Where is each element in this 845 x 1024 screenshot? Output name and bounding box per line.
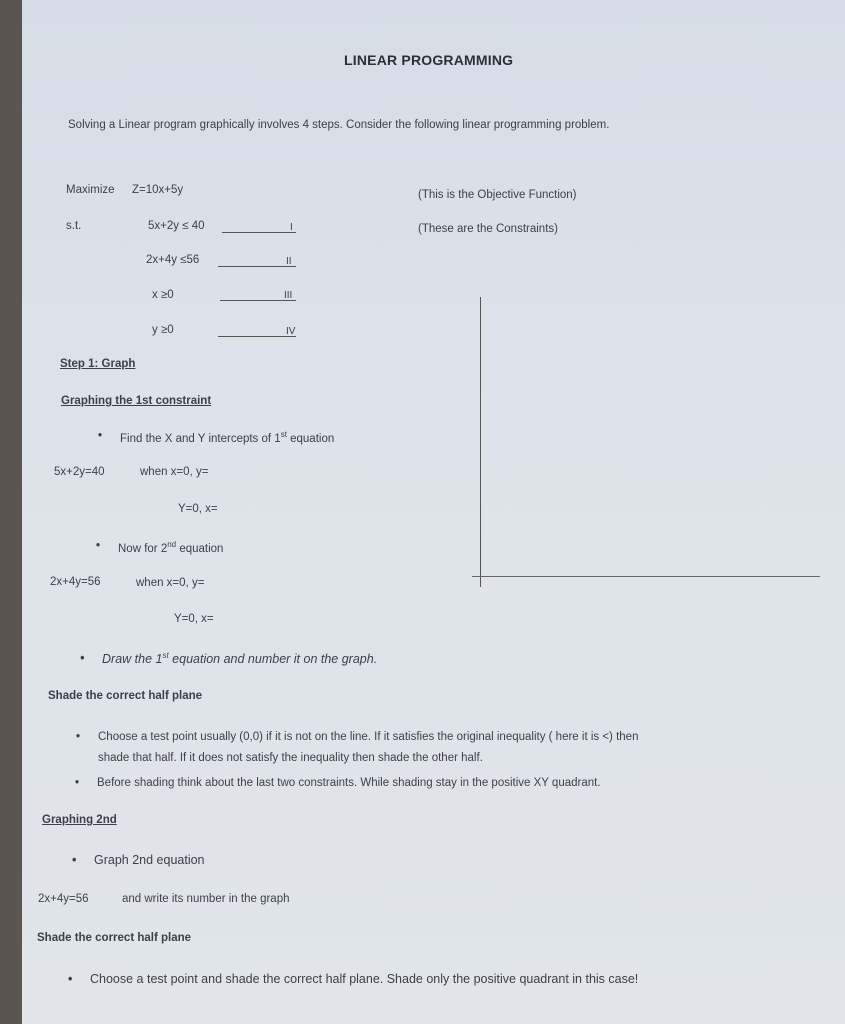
graph-x-axis bbox=[472, 576, 820, 577]
equation-2-y0: Y=0, x= bbox=[174, 613, 214, 625]
bullet-test-point: • Choose a test point usually (0,0) if it is not on the line. If it satisfies the original inequality ( here it is <) then bbox=[98, 731, 638, 743]
graph-y-axis bbox=[480, 297, 481, 587]
equation-2b-note: and write its number in the graph bbox=[122, 893, 290, 905]
shade1-heading: Shade the correct half plane bbox=[48, 690, 203, 702]
intro-text: Solving a Linear program graphically involves 4 steps. Consider the following linear programming problem. bbox=[68, 119, 610, 131]
constraint-expr: 2x+4y ≤56 bbox=[146, 254, 200, 266]
step1-heading: Step 1: Graph bbox=[60, 358, 136, 370]
page-title: LINEAR PROGRAMMING bbox=[344, 52, 514, 68]
bullet-draw: • Draw the 1st equation and number it on the graph. bbox=[102, 651, 377, 666]
maximize-label: Maximize bbox=[66, 184, 115, 196]
equation-2b: 2x+4y=56 bbox=[38, 893, 89, 905]
constraint-underline bbox=[222, 232, 296, 233]
constraint-expr: x ≥0 bbox=[152, 289, 174, 301]
equation-1-x0: when x=0, y= bbox=[140, 466, 209, 478]
equation-1: 5x+2y=40 bbox=[54, 466, 105, 478]
bullet-before-shading: • Before shading think about the last two constraints. While shading stay in the positive XY quadrant. bbox=[97, 777, 601, 789]
constraint-expr: y ≥0 bbox=[152, 324, 174, 336]
bullet-final: • Choose a test point and shade the correct half plane. Shade only the positive quadrant in this case! bbox=[90, 972, 638, 986]
st-label: s.t. bbox=[66, 220, 82, 232]
constraint-number: IV bbox=[286, 326, 296, 337]
bullet-test-point-cont: shade that half. If it does not satisfy the inequality then shade the other half. bbox=[98, 752, 483, 764]
bullet-intercepts: • Find the X and Y intercepts of 1st equation bbox=[120, 430, 334, 445]
constraint-number: I bbox=[290, 222, 293, 233]
equation-1-y0: Y=0, x= bbox=[178, 503, 218, 515]
equation-2-x0: when x=0, y= bbox=[136, 577, 205, 589]
objective-note: (This is the Objective Function) bbox=[418, 189, 577, 201]
constraint-number: II bbox=[286, 256, 292, 267]
graph1-heading: Graphing the 1st constraint bbox=[61, 395, 212, 407]
constraint-expr: 5x+2y ≤ 40 bbox=[148, 220, 205, 232]
constraint-number: III bbox=[284, 290, 293, 301]
objective-function: Z=10x+5y bbox=[132, 184, 184, 196]
constraint-underline bbox=[218, 336, 296, 337]
constraint-underline bbox=[218, 266, 296, 267]
bullet-now: • Now for 2nd equation bbox=[118, 540, 223, 555]
graph2-heading: Graphing 2nd bbox=[42, 814, 117, 826]
bullet-graph2: • Graph 2nd equation bbox=[94, 853, 205, 867]
worksheet-page bbox=[22, 0, 845, 1024]
constraints-note: (These are the Constraints) bbox=[418, 223, 558, 235]
shade2-heading: Shade the correct half plane bbox=[37, 932, 192, 944]
equation-2: 2x+4y=56 bbox=[50, 576, 101, 588]
